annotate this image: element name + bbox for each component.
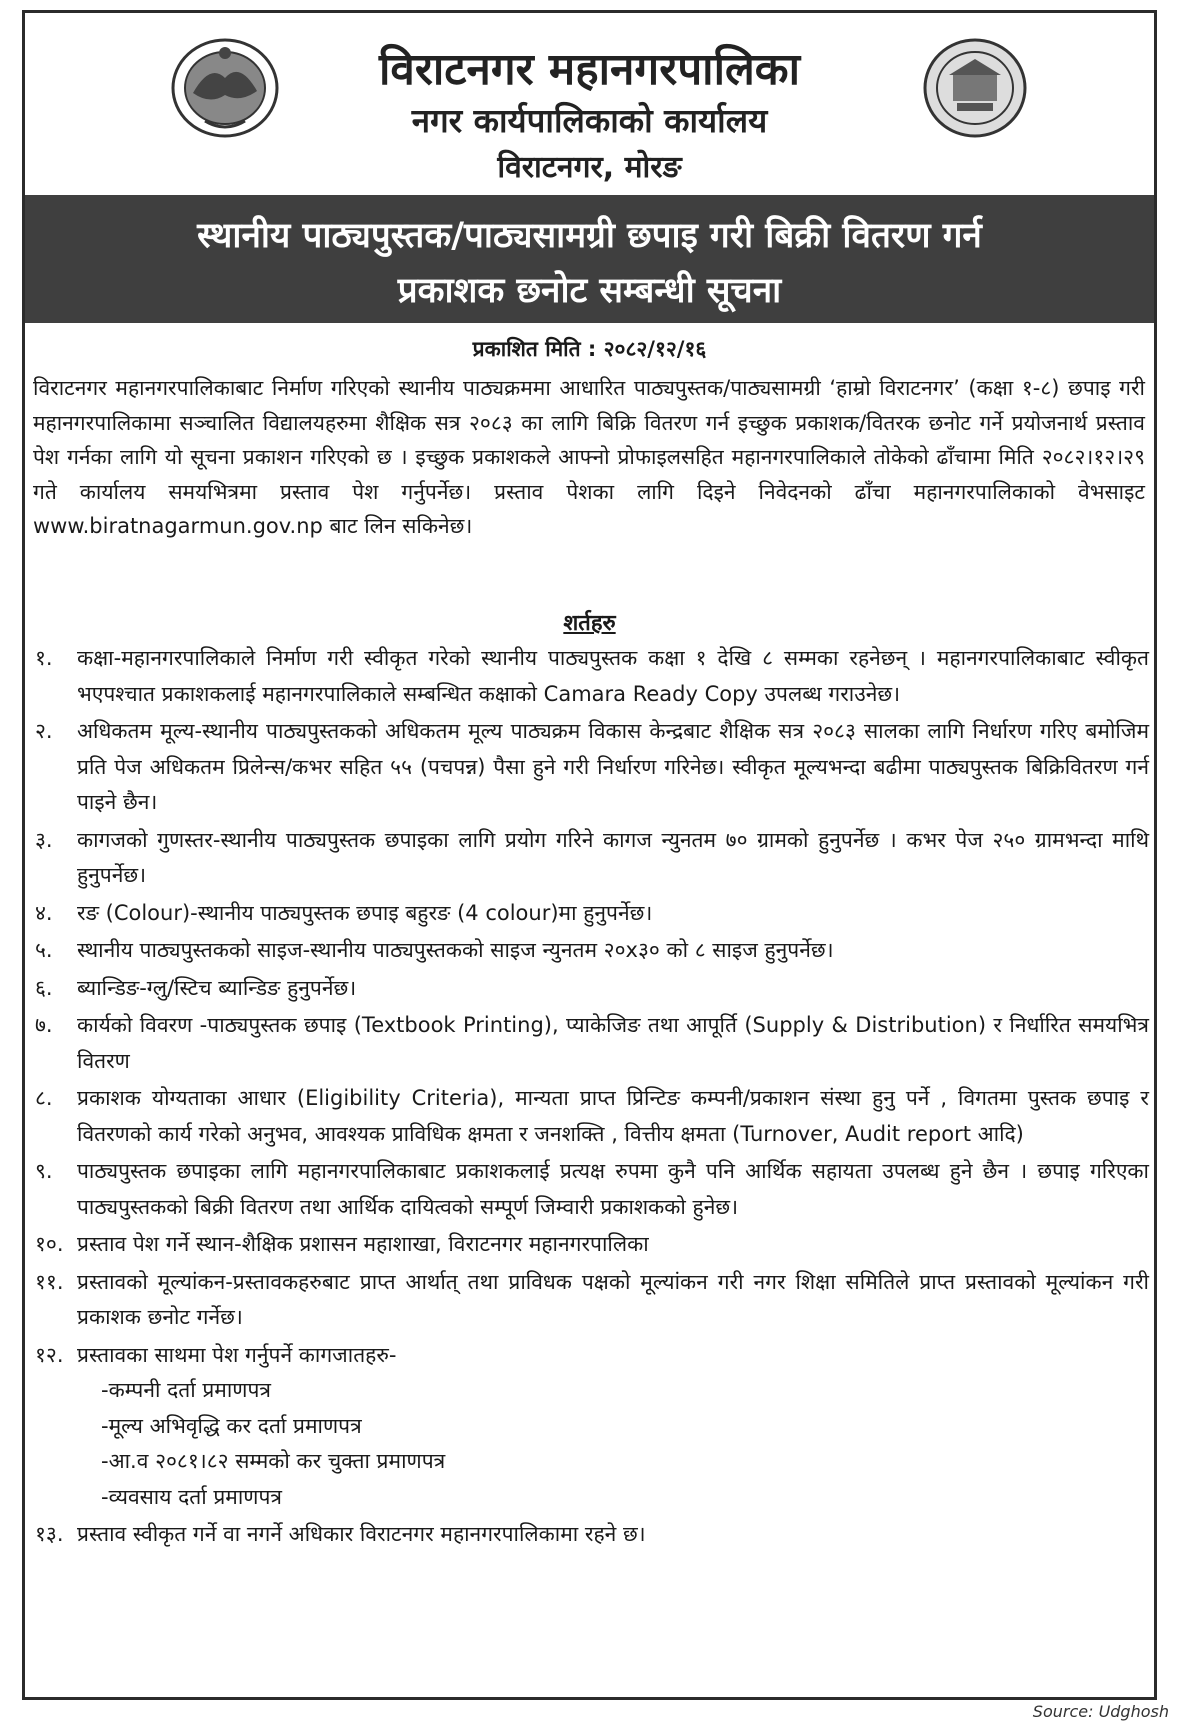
- document-item: -व्यवसाय दर्ता प्रमाणपत्र: [101, 1484, 282, 1509]
- condition-number: ४.: [35, 900, 53, 925]
- condition-item: [31, 1338, 1149, 1516]
- condition-item: [31, 1154, 1149, 1225]
- notice-title-banner: [25, 195, 1154, 323]
- condition-text: प्रकाशक योग्यताका आधार (Eligibility Criteria), मान्यता प्राप्त प्रिन्टिङ कम्पनी/प्रकाशन संस्था हुनु पर्ने , विगतमा पुस्तक छपाइ र वितरणको कार्य गरेको अनुभव, आवश्यक प्राविधिक क्षमता र जनशक्ति , वित्तीय क्षमता (Turnover, Audit report आदि): [77, 1086, 1149, 1146]
- condition-number: ५.: [35, 938, 53, 962]
- condition-number: ७.: [35, 1013, 53, 1037]
- document-item: -कम्पनी दर्ता प्रमाणपत्र: [101, 1378, 271, 1402]
- condition-item: [31, 1081, 1149, 1152]
- condition-number: ६.: [35, 975, 53, 1000]
- condition-text: कार्यको विवरण -पाठ्यपुस्तक छपाइ (Textbook Printing), प्याकेजिङ तथा आपूर्ति (Supply & Distribution) र निर्धारित समयभित्र वितरण: [77, 1013, 1149, 1073]
- condition-text: प्रस्ताव पेश गर्ने स्थान-शैक्षिक प्रशासन महाशाखा, विराटनगर महानगरपालिका: [77, 1232, 649, 1256]
- notice-title-line2: प्रकाशक छनोट सम्बन्धी सूचना: [397, 271, 782, 311]
- notice-header: [25, 13, 1154, 193]
- municipality-logo-icon: [915, 33, 1035, 143]
- condition-text: प्रस्तावका साथमा पेश गर्नुपर्ने कागजातहरु-: [77, 1342, 397, 1367]
- notice-frame: [22, 10, 1157, 1700]
- condition-item: [31, 714, 1149, 821]
- condition-text: पाठ्यपुस्तक छपाइका लागि महानगरपालिकाबाट प्रकाशकलाई प्रत्यक्ष रुपमा कुनै पनि आर्थिक सहायता उपलब्ध हुने छैन । छपाइ गरिएका पाठ्यपुस्तकको बिक्री वितरण तथा आर्थिक दायित्वको सम्पूर्ण जिम्वारी प्रकाशकको हुनेछ।: [77, 1159, 1149, 1219]
- condition-item: [31, 1227, 1149, 1263]
- condition-item: [31, 1265, 1149, 1336]
- condition-item: [31, 933, 1149, 969]
- published-date: प्रकाशित मिति : २०८२/१२/१६: [472, 337, 707, 361]
- condition-text: प्रस्ताव स्वीकृत गर्ने वा नगर्ने अधिकार विराटनगर महानगरपालिकामा रहने छ।: [77, 1522, 646, 1546]
- source-credit: Source: Udghosh: [1032, 1702, 1169, 1721]
- condition-item: [31, 896, 1149, 932]
- condition-number: १३.: [35, 1522, 64, 1546]
- condition-text: ब्यान्डिङ-ग्लु/स्टिच ब्यान्डिङ हुनुपर्नेछ।: [77, 975, 357, 1000]
- office-name: नगर कार्यपालिकाको कार्यालय: [411, 101, 768, 140]
- condition-number: ९.: [35, 1159, 53, 1183]
- conditions-list: [31, 641, 1149, 1555]
- condition-item: [31, 971, 1149, 1007]
- intro-paragraph: विराटनगर महानगरपालिकाबाट निर्माण गरिएको स्थानीय पाठ्यक्रममा आधारित पाठ्यपुस्तक/पाठ्यसामग्री ‘हाम्रो विराटनगर’ (कक्षा १-८) छपाइ गरी महानगरपालिकामा सञ्चालित विद्यालयहरुमा शैक्षिक सत्र २०८३ का लागि बिक्रि वितरण गर्न इच्छुक प्रकाशक/वितरक छनोट गर्ने प्रयोजनार्थ प्रस्ताव पेश गर्नका लागि यो सूचना प्रकाशन गरिएको छ । इच्छुक प्रकाशकले आफ्नो प्रोफाइलसहित महानगरपालिकाले तोकेको ढाँचामा मिति २०८२।१२।२९ गते कार्यालय समयभित्रमा प्रस्ताव पेश गर्नुपर्नेछ। प्रस्ताव पेशका लागि दिइने निवेदनको ढाँचा महानगरपालिकाको वेभसाइट www.biratnagarmun.gov.np बाट लिन सकिनेछ।: [33, 376, 1145, 538]
- condition-number: ११.: [35, 1269, 64, 1294]
- condition-item: [31, 641, 1149, 712]
- condition-text: स्थानीय पाठ्यपुस्तकको साइज-स्थानीय पाठ्यपुस्तकको साइज न्युनतम २०x३० को ८ साइज हुनुपर्नेछ।: [77, 938, 834, 962]
- condition-item: [31, 1517, 1149, 1553]
- condition-number: ८.: [35, 1086, 53, 1110]
- conditions-heading: शर्तहरु: [563, 611, 616, 636]
- notice-title-line1: स्थानीय पाठ्यपुस्तक/पाठ्यसामग्री छपाइ गरी बिक्री वितरण गर्न: [197, 216, 982, 256]
- condition-number: १०.: [35, 1232, 64, 1256]
- condition-number: १२.: [35, 1342, 64, 1367]
- condition-item: [31, 1008, 1149, 1079]
- condition-number: २.: [35, 719, 53, 743]
- condition-item: [31, 823, 1149, 894]
- document-item: -मूल्य अभिवृद्धि कर दर्ता प्रमाणपत्र: [101, 1413, 362, 1438]
- condition-text: प्रस्तावको मूल्यांकन-प्रस्तावकहरुबाट प्राप्त आर्थात् तथा प्राविधक पक्षको मूल्यांकन गरी नगर शिक्षा समितिले प्राप्त प्रस्तावको मूल्यांकन गरी प्रकाशक छनोट गर्नेछ।: [77, 1269, 1149, 1329]
- office-location: विराटनगर, मोरङ: [497, 150, 682, 185]
- condition-text: कक्षा-महानगरपालिकाले निर्माण गरी स्वीकृत गरेको स्थानीय पाठ्यपुस्तक कक्षा १ देखि ८ सम्मका रहनेछन् । महानगरपालिकाबाट स्वीकृत भएपश्चात प्रकाशकलाई महानगरपालिकाले सम्बन्धित कक्षाको Camara Ready Copy उपलब्ध गराउनेछ।: [77, 646, 1149, 706]
- condition-number: ३.: [35, 827, 53, 852]
- condition-text: अधिकतम मूल्य-स्थानीय पाठ्यपुस्तकको अधिकतम मूल्य पाठ्यक्रम विकास केन्द्रबाट शैक्षिक सत्र २०८३ सालका लागि निर्धारण गरिए बमोजिम प्रति पेज अधिकतम प्रिलेन्स/कभर सहित ५५ (पचपन्न) पैसा हुने गरी निर्धारण गरिनेछ। स्वीकृत मूल्यभन्दा बढीमा पाठ्यपुस्तक बिक्रिवितरण गर्न पाइने छैन।: [77, 719, 1149, 814]
- condition-number: १.: [35, 646, 53, 670]
- document-item: -आ.व २०८१।८२ सम्मको कर चुक्ता प्रमाणपत्र: [101, 1449, 446, 1473]
- condition-text: कागजको गुणस्तर-स्थानीय पाठ्यपुस्तक छपाइका लागि प्रयोग गरिने कागज न्युनतम ७० ग्रामको हुनुपर्नेछ । कभर पेज २५० ग्रामभन्दा माथि हुनुपर्नेछ।: [77, 827, 1149, 887]
- condition-text: रङ (Colour)-स्थानीय पाठ्यपुस्तक छपाइ बहुरङ (4 colour)मा हुनुपर्नेछ।: [77, 900, 653, 925]
- municipality-name: विराटनगर महानगरपालिका: [379, 44, 800, 95]
